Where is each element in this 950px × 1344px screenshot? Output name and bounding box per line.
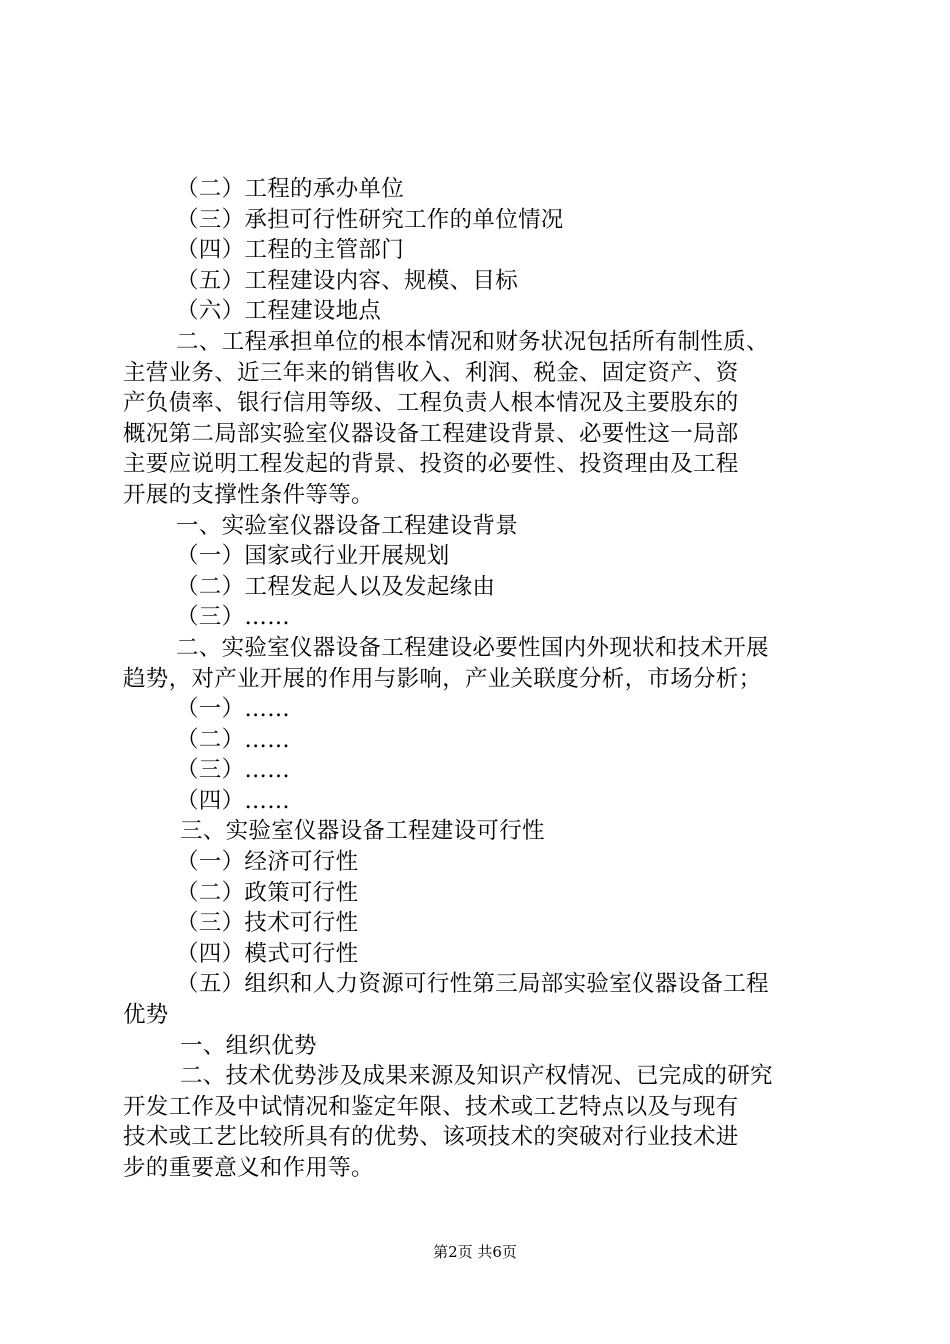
text-line: （二）政策可行性	[176, 879, 359, 906]
text-line: （二）工程发起人以及发起缘由	[176, 573, 496, 600]
text-line: （三）技术可行性	[176, 910, 359, 937]
text-line: 三、实验室仪器设备工程建设可行性	[180, 818, 545, 845]
text-line: 主要应说明工程发起的背景、投资的必要性、投资理由及工程	[123, 451, 739, 478]
text-line: （四）模式可行性	[176, 940, 359, 967]
text-line: 二、工程承担单位的根本情况和财务状况包括所有制性质、	[176, 328, 769, 355]
text-line: （一）国家或行业开展规划	[176, 543, 450, 570]
text-line: 开展的支撑性条件等等。	[123, 481, 374, 508]
text-line: （一）经济可行性	[176, 849, 359, 876]
text-line: 步的重要意义和作用等。	[123, 1155, 374, 1181]
text-line: （四）工程的主管部门	[176, 237, 405, 264]
text-line: 二、技术优势涉及成果来源及知识产权情况、已完成的研究	[180, 1063, 773, 1090]
text-line: （三）承担可行性研究工作的单位情况	[176, 206, 564, 233]
text-line: 趋势，对产业开展的作用与影响，产业关联度分析，市场分析；	[123, 665, 762, 692]
text-line: （三）……	[176, 757, 291, 784]
text-line: （二）……	[176, 726, 291, 753]
text-line: 一、组织优势	[180, 1032, 317, 1059]
text-line: （五）工程建设内容、规模、目标	[176, 267, 519, 294]
text-line: （六）工程建设地点	[176, 298, 382, 325]
text-line: （一）……	[176, 696, 291, 723]
text-line: （四）……	[176, 787, 291, 814]
text-line: 主营业务、近三年来的销售收入、利润、税金、固定资产、资	[123, 359, 739, 386]
text-line: 开发工作及中试情况和鉴定年限、技术或工艺特点以及与现有	[123, 1093, 739, 1120]
text-line: （五）组织和人力资源可行性第三局部实验室仪器设备工程	[176, 971, 769, 998]
page-number-footer: 第2页 共6页	[433, 1243, 517, 1261]
text-line: 技术或工艺比较所具有的优势、该项技术的突破对行业技术进	[123, 1124, 739, 1151]
text-line: （二）工程的承办单位	[176, 176, 405, 202]
text-line: 产负债率、银行信用等级、工程负责人根本情况及主要股东的	[123, 390, 739, 417]
text-line: （三）……	[176, 604, 291, 631]
text-line: 一、实验室仪器设备工程建设背景	[176, 512, 519, 539]
text-line: 二、实验室仪器设备工程建设必要性国内外现状和技术开展	[176, 634, 769, 661]
text-line: 概况第二局部实验室仪器设备工程建设背景、必要性这一局部	[123, 420, 739, 447]
text-line: 优势	[123, 1002, 169, 1029]
document-body	[123, 174, 835, 1184]
